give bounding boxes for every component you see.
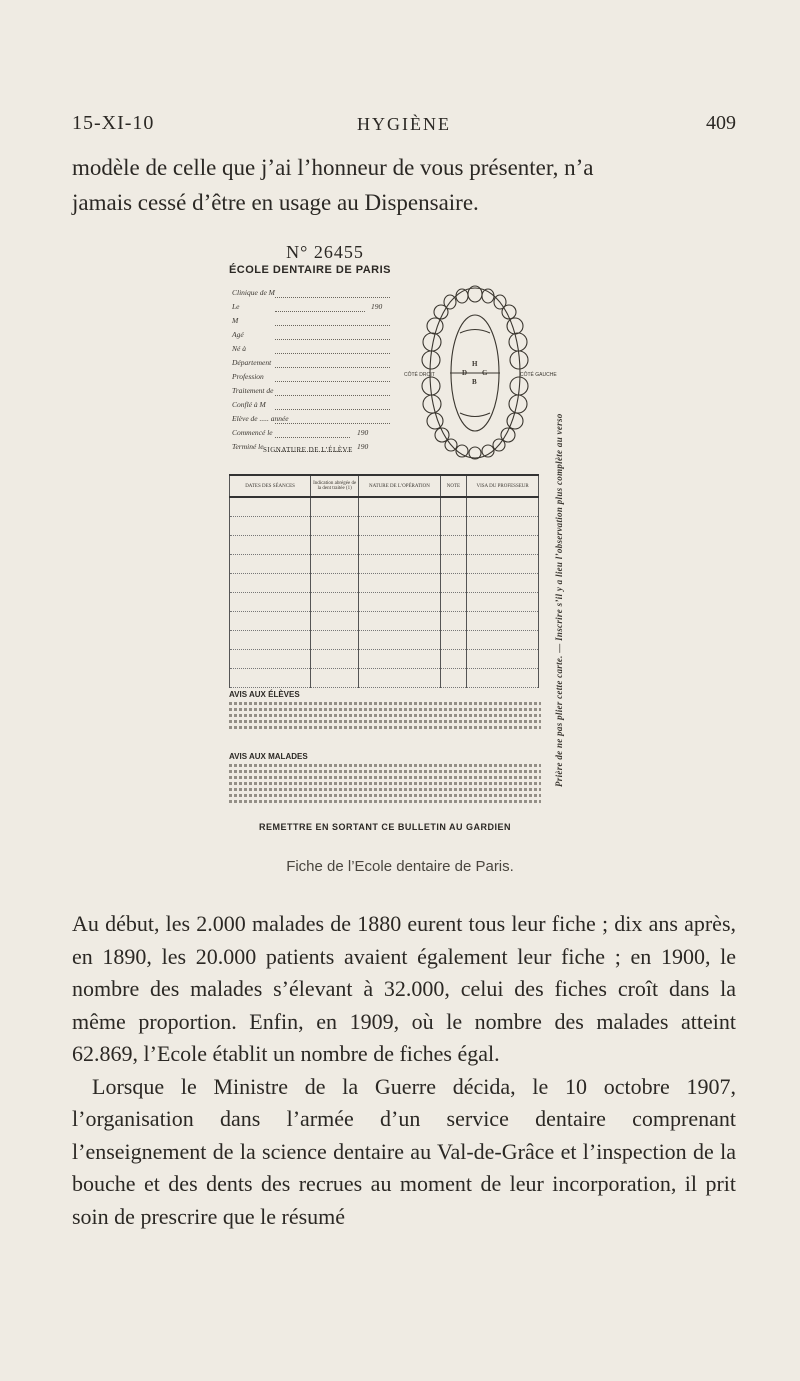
chart-center-d: D [462,369,468,377]
form-field-label: Commencé le [232,428,273,437]
form-field-label: Département [232,358,272,367]
form-year-mark: 190 [357,428,369,437]
table-row [230,574,539,593]
table-row [230,517,539,536]
return-instruction: REMETTRE EN SORTANT CE BULLETIN AU GARDIEN [259,822,511,832]
chart-center-g: G [482,369,488,377]
running-header [72,112,736,142]
intro-line-1: modèle de celle que j’ai l’honneur de vous présenter, n’a [72,155,594,180]
table-header: DATES DES SÉANCES [230,475,311,497]
table-header: Indication abrégée de la dent traitée (1) [311,475,359,497]
form-field-label: Le [232,302,240,311]
form-dotted-line [275,437,350,438]
figure-caption: Fiche de l’Ecole dentaire de Paris. [286,858,514,875]
chart-center-h: H [472,360,478,368]
form-dotted-line [275,311,365,312]
form-dotted-line [275,353,390,354]
intro-line-2: jamais cessé d’être en usage au Dispensaire. [72,190,479,215]
form-dotted-line [275,297,390,298]
upper-teeth [422,286,528,369]
form-year-mark: 190 [357,442,369,451]
dental-record-card [225,242,564,842]
header-title: HYGIÈNE [357,114,451,134]
chart-center-b: B [472,378,477,386]
table-row [230,536,539,555]
notice-patients [229,752,541,806]
card-serial-number: N° 26455 [286,242,364,262]
signature-label: SIGNATURE DE L’ÉLÈVE [263,446,353,454]
chart-right-label: CÔTÉ DROIT [404,372,435,378]
form-dotted-line [275,381,390,382]
body-text [72,908,736,1233]
vertical-instruction: Prière de ne pas plier cette carte. — Inscrire s’il y a lieu l’observation plus complète au verso [554,413,564,787]
dental-chart [400,278,557,468]
table-row [230,669,539,688]
form-dotted-line [275,423,390,424]
form-field-label: Elève de ..... année [232,414,289,423]
table-header: VISA DU PROFESSEUR [467,475,539,497]
sessions-table [229,474,539,688]
table-header: NATURE DE L’OPÉRATION [359,475,440,497]
notice-patients-title: AVIS AUX MALADES [229,752,308,761]
table-row [230,650,539,669]
header-date: 15-XI-10 [72,112,155,134]
chart-left-label: CÔTÉ GAUCHE [520,372,557,378]
notice-students-title: AVIS AUX ÉLÈVES [229,690,300,699]
table-header: NOTE [440,475,467,497]
page-number: 409 [706,112,736,134]
form-dotted-line [275,339,390,340]
paragraph: Lorsque le Ministre de la Guerre décida, le 10 octobre 1907, l’organisation dans l’armée d’un service dentaire comprenant l’enseignement de la science dentaire au Val-de-Grâce et l’inspection de la bouche et des dents des recrues au moment de leur incorporation, il prit soin de prescrire que le résumé [72,1073,736,1229]
form-field-label: M [232,316,239,325]
form-dotted-line [275,409,390,410]
form-field-label: Traitement de [232,386,274,395]
form-dotted-line [275,395,390,396]
table-row [230,631,539,650]
notice-students [229,690,541,732]
card-school-name: ÉCOLE DENTAIRE DE PARIS [228,264,392,276]
form-year-mark: 190 [371,302,383,311]
form-field-label: Terminé le [232,442,264,451]
form-field-label: Agé [232,330,244,339]
table-row [230,555,539,574]
form-field-label: Conflé à M [232,400,266,409]
form-field-label: Né à [232,344,246,353]
intro-text [72,150,732,220]
form-dotted-line [275,367,390,368]
form-field-label: Clinique de M [232,288,275,297]
table-row [230,593,539,612]
table-row [230,497,539,517]
lower-teeth [422,377,528,459]
form-dotted-line [275,325,390,326]
table-row [230,612,539,631]
form-field-label: Profession [232,372,264,381]
paragraph: Au début, les 2.000 malades de 1880 eurent tous leur fiche ; dix ans après, en 1890, les 20.000 patients avaient également leur fiche ; en 1900, le nombre des malades s’élevant à 32.000, celui des fiches croît dans la même proportion. Enfin, en 1909, où le nombre des malades atteint 62.869, l’Ecole établit un nombre de fiches égal. [72,911,736,1066]
